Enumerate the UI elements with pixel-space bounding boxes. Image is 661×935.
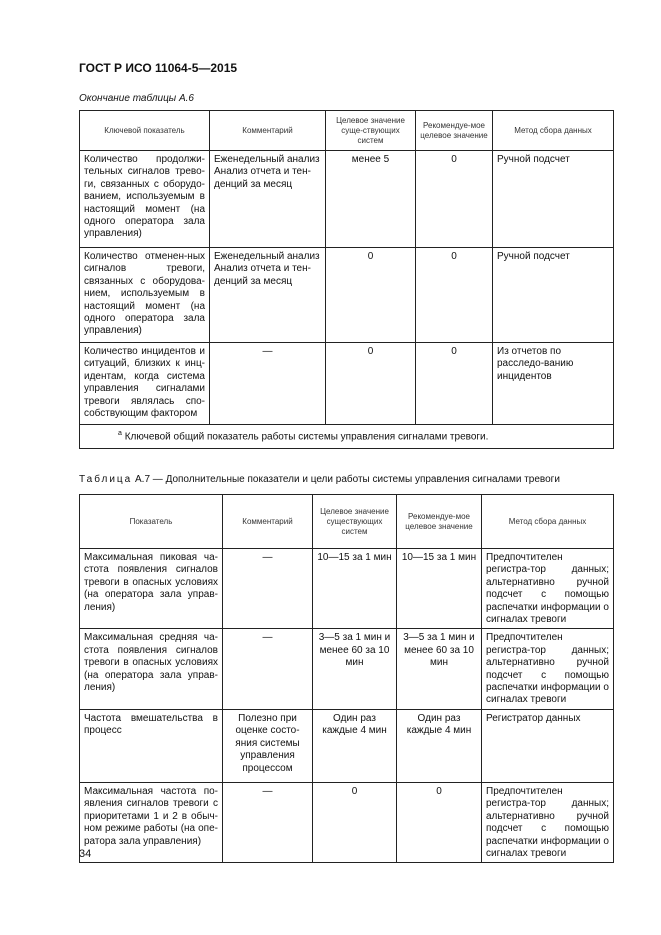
recommended-value-cell: 0 — [397, 782, 482, 862]
column-header: Комментарий — [223, 495, 313, 549]
comment-cell: — — [223, 782, 313, 862]
table-a7-caption-prefix: Таблица — [79, 474, 133, 485]
page-number: 34 — [79, 848, 92, 860]
table-header-row — [80, 111, 614, 151]
column-header: Целевое значение существующих систем — [313, 495, 397, 549]
table-a7-caption-text: А.7 — Дополнительные показатели и цели работы системы управления сигналами тревоги — [132, 474, 560, 485]
current-value-cell: 0 — [326, 343, 416, 425]
current-value-cell: 0 — [326, 248, 416, 343]
recommended-value-cell: 0 — [416, 343, 493, 425]
table-a6-caption: Окончание таблицы А.6 — [79, 93, 194, 104]
method-cell: Регистратор данных — [482, 709, 614, 782]
method-cell: Предпочтителен регистра-тор данных; альтернативно ручной подсчет с помощью распечатки информации о сигналах тревоги — [482, 549, 614, 629]
comment-cell: Еженедельный анализ Анализ отчета и тен-денций за месяц — [210, 151, 326, 248]
column-header: Рекомендуе-мое целевое значение — [416, 111, 493, 151]
current-value-cell: 0 — [313, 782, 397, 862]
table-row — [80, 629, 614, 709]
recommended-value-cell: 0 — [416, 248, 493, 343]
footnote-mark: а — [118, 430, 122, 437]
method-cell: Ручной подсчет — [493, 248, 614, 343]
column-header: Ключевой показатель — [80, 111, 210, 151]
current-value-cell: 10—15 за 1 мин — [313, 549, 397, 629]
footnote-cell — [80, 425, 614, 449]
column-header: Показатель — [80, 495, 223, 549]
table-row — [80, 549, 614, 629]
column-header: Целевое значение суще-ствующих систем — [326, 111, 416, 151]
current-value-cell: Один раз каждые 4 мин — [313, 709, 397, 782]
column-header: Метод сбора данных — [482, 495, 614, 549]
recommended-value-cell: 3—5 за 1 мин и менее 60 за 10 мин — [397, 629, 482, 709]
indicator-cell: Количество инцидентов и ситуаций, близких к инц-идентам, когда система управления сигналами тревоги являлась спо-собствующим фактором — [80, 343, 210, 425]
indicator-cell: Количество продолжи-тельных сигналов трево-ги, связанных с оборудо-ванием, используемым в настоящий момент (на одного оператора зала управления) — [80, 151, 210, 248]
table-header-row — [80, 495, 614, 549]
indicator-cell: Максимальная частота по-явления сигналов тревоги с приоритетами 1 и 2 в обыч-ном режиме работы (на опе-ратора зала управления) — [80, 782, 223, 862]
indicator-cell: Количество отменен-ных сигналов тревоги, связанных с оборудова-нием, используемым в настоящий момент (на одного оператора зала управления) — [80, 248, 210, 343]
table-a7 — [79, 494, 614, 863]
footnote-text: Ключевой общий показатель работы системы управления сигналами тревоги. — [124, 431, 489, 443]
document-header: ГОСТ Р ИСО 11064-5—2015 — [79, 61, 238, 75]
method-cell: Предпочтителен регистра-тор данных; альтернативно ручной подсчет с помощью распечатки информации о сигналах тревоги — [482, 782, 614, 862]
recommended-value-cell: 10—15 за 1 мин — [397, 549, 482, 629]
table-row — [80, 709, 614, 782]
column-header: Рекомендуе-мое целевое значение — [397, 495, 482, 549]
method-cell: Ручной подсчет — [493, 151, 614, 248]
table-row — [80, 782, 614, 862]
current-value-cell: 3—5 за 1 мин и менее 60 за 10 мин — [313, 629, 397, 709]
table-row — [80, 248, 614, 343]
current-value-cell: менее 5 — [326, 151, 416, 248]
indicator-cell: Частота вмешательства в процесс — [80, 709, 223, 782]
method-cell: Из отчетов по расследо-ванию инцидентов — [493, 343, 614, 425]
comment-cell: — — [223, 629, 313, 709]
table-a6 — [79, 110, 614, 449]
recommended-value-cell: Один раз каждые 4 мин — [397, 709, 482, 782]
indicator-cell: Максимальная средняя ча-стота появления сигналов тревоги в опасных условиях (на оператора зала управ-ления) — [80, 629, 223, 709]
table-a7-caption — [79, 474, 560, 485]
footnote-row — [80, 425, 614, 449]
column-header: Метод сбора данных — [493, 111, 614, 151]
comment-cell: — — [223, 549, 313, 629]
comment-cell: — — [210, 343, 326, 425]
table-row — [80, 151, 614, 248]
indicator-cell: Максимальная пиковая ча-стота появления сигналов тревоги в опасных условиях (на оператора зала управ-ления) — [80, 549, 223, 629]
column-header: Комментарий — [210, 111, 326, 151]
method-cell: Предпочтителен регистра-тор данных; альтернативно ручной подсчет с помощью распечатки информации о сигналах тревоги — [482, 629, 614, 709]
comment-cell: Полезно при оценке состо-яния системы управления процессом — [223, 709, 313, 782]
table-row — [80, 343, 614, 425]
recommended-value-cell: 0 — [416, 151, 493, 248]
comment-cell: Еженедельный анализ Анализ отчета и тен-денций за месяц — [210, 248, 326, 343]
